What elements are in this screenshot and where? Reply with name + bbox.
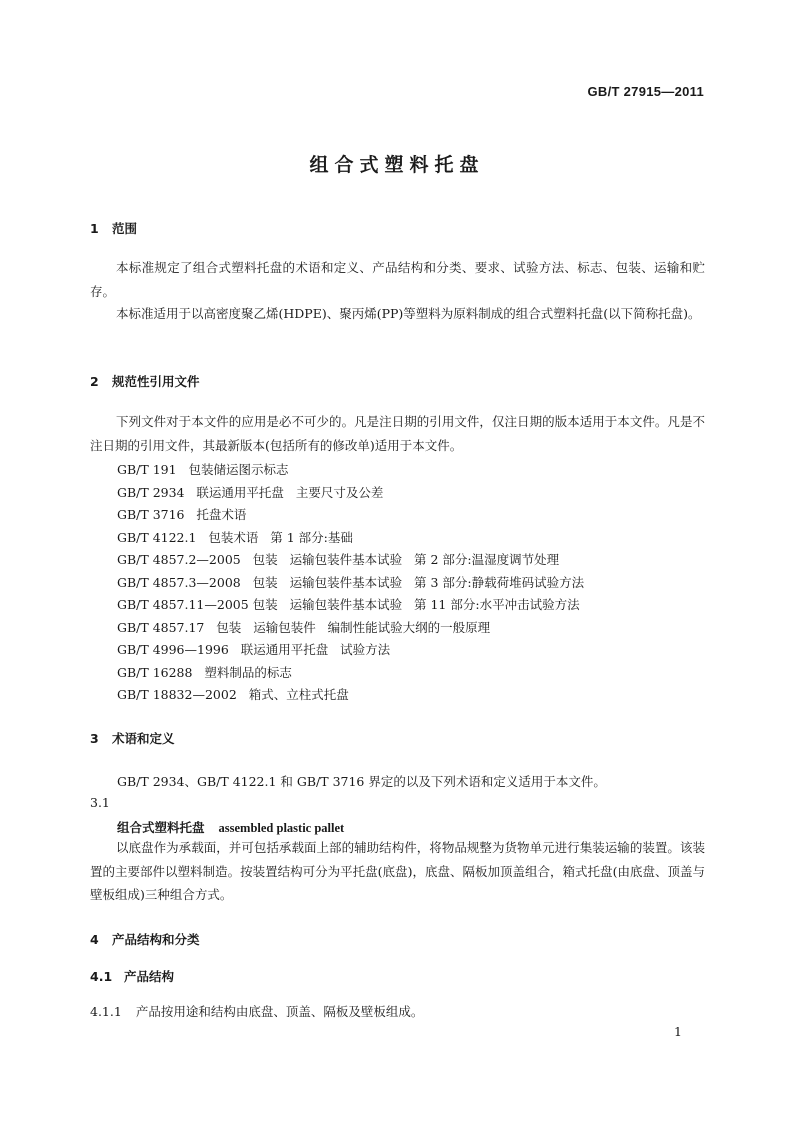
section-4-heading bbox=[90, 930, 200, 948]
clause-text: 产品按用途和结构由底盘、顶盖、隔板及壁板组成。 bbox=[135, 1004, 424, 1019]
subsection-number: 4.1 bbox=[90, 969, 113, 984]
document-title: 组合式塑料托盘 bbox=[309, 154, 485, 176]
term-entry bbox=[117, 818, 344, 836]
section-number: 1 bbox=[90, 221, 99, 236]
clause-number: 4.1.1 bbox=[90, 1004, 122, 1019]
section-1-heading bbox=[90, 219, 137, 237]
section-number: 2 bbox=[90, 374, 99, 389]
section-title: 产品结构和分类 bbox=[112, 932, 200, 947]
reference-item: GB/T 4857.2—2005 包装 运输包装件基本试验 第 2 部分:温湿度调节处理 bbox=[117, 552, 560, 567]
section-title: 规范性引用文件 bbox=[112, 374, 200, 389]
term-definition: 以底盘作为承载面，并可包括承载面上部的辅助结构件，将物品规整为货物单元进行集装运输的装置。该装置的主要部件以塑料制造。按装置结构可分为平托盘(底盘)，底盘、隔板加顶盖组合，箱式托盘(由底盘、顶盖与壁板组成)三种组合方式。 bbox=[90, 840, 705, 902]
clause-4-1-1 bbox=[90, 1002, 423, 1020]
section-number: 4 bbox=[90, 932, 99, 947]
section-2-heading bbox=[90, 372, 200, 390]
section-title: 术语和定义 bbox=[112, 731, 175, 746]
section-title: 范围 bbox=[112, 221, 138, 236]
reference-item: GB/T 18832—2002 箱式、立柱式托盘 bbox=[117, 687, 349, 702]
section-3-heading bbox=[90, 729, 175, 747]
reference-item: GB/T 191 包装储运图示标志 bbox=[117, 462, 289, 477]
reference-item: GB/T 16288 塑料制品的标志 bbox=[117, 665, 292, 680]
term-chinese: 组合式塑料托盘 bbox=[117, 820, 205, 835]
terms-intro: GB/T 2934、GB/T 4122.1 和 GB/T 3716 界定的以及下列术语和定义适用于本文件。 bbox=[117, 774, 606, 789]
scope-paragraph-2: 本标准适用于以高密度聚乙烯(HDPE)、聚丙烯(PP)等塑料为原料制成的组合式塑料托盘(以下简称托盘)。 bbox=[116, 306, 701, 321]
term-english: assembled plastic pallet bbox=[218, 821, 345, 835]
term-number: 3.1 bbox=[90, 795, 110, 810]
page-number: 1 bbox=[674, 1024, 682, 1039]
standard-code: GB/T 27915—2011 bbox=[587, 84, 704, 99]
reference-item: GB/T 4857.17 包装 运输包装件 编制性能试验大纲的一般原理 bbox=[117, 620, 491, 635]
reference-item: GB/T 4122.1 包装术语 第 1 部分:基础 bbox=[117, 530, 353, 545]
reference-item: GB/T 4857.11—2005 包装 运输包装件基本试验 第 11 部分:水平冲击试验方法 bbox=[117, 597, 580, 612]
references-intro: 下列文件对于本文件的应用是必不可少的。凡是注日期的引用文件，仅注日期的版本适用于本文件。凡是不注日期的引用文件，其最新版本(包括所有的修改单)适用于本文件。 bbox=[90, 414, 705, 453]
subsection-title: 产品结构 bbox=[124, 969, 175, 984]
reference-item: GB/T 4857.3—2008 包装 运输包装件基本试验 第 3 部分:静载荷堆码试验方法 bbox=[117, 575, 585, 590]
scope-paragraph-1: 本标准规定了组合式塑料托盘的术语和定义、产品结构和分类、要求、试验方法、标志、包装、运输和贮存。 bbox=[90, 260, 705, 299]
reference-item: GB/T 3716 托盘术语 bbox=[117, 507, 247, 522]
section-number: 3 bbox=[90, 731, 99, 746]
reference-item: GB/T 4996—1996 联运通用平托盘 试验方法 bbox=[117, 642, 391, 657]
reference-item: GB/T 2934 联运通用平托盘 主要尺寸及公差 bbox=[117, 485, 384, 500]
subsection-4-1-heading bbox=[90, 967, 174, 985]
